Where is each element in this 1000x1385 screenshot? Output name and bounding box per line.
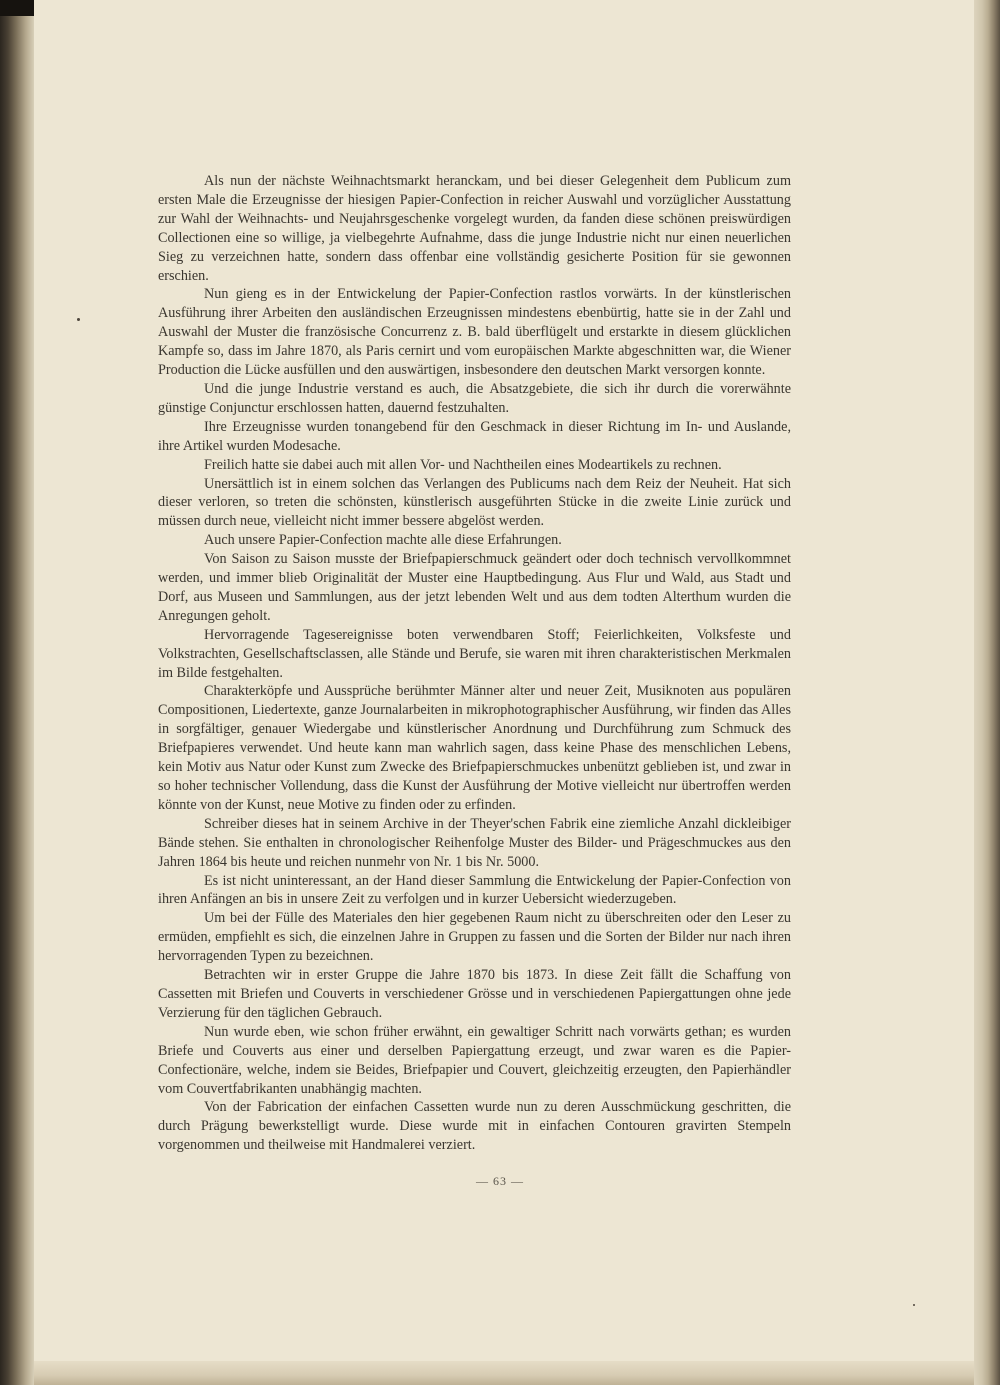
paragraph: Es ist nicht uninteressant, an der Hand dieser Sammlung die Entwickelung der Papier-Confection von ihren Anfängen an bis in unsere Zeit zu verfolgen und in kurzer Uebersicht wiederzugeben. [158,872,791,908]
paragraph: Freilich hatte sie dabei auch mit allen Vor- und Nachtheilen eines Modeartikels zu rechnen. [204,456,722,473]
paragraph: Ihre Erzeugnisse wurden tonangebend für den Geschmack in dieser Richtung im In- und Auslande, ihre Artikel wurden Modesache. [158,418,791,454]
binding-mark [0,0,34,16]
ink-speck [913,1304,915,1306]
paragraph: Unersättlich ist in einem solchen das Verlangen des Publicums nach dem Reiz der Neuheit. Hat sich dieser verloren, so treten die schönsten, künstlerisch ausgeführten Stücke in die zweite Linie zurück und müssen durch neue, vielleicht nicht immer bessere abgelöst werden. [158,475,791,530]
paragraph: Von Saison zu Saison musste der Briefpapierschmuck geändert oder doch technisch vervollkommnet werden, und immer blieb Originalität der Muster eine Hauptbedingung. Aus Flur und Wald, aus Stadt und Dorf, aus Museen und Sammlungen, aus der jetzt lebenden Welt und aus dem todten Alterthum wurden die Anregungen geholt. [158,551,791,624]
paragraph: Nun wurde eben, wie schon früher erwähnt, ein gewaltiger Schritt nach vorwärts gethan; es wurden Briefe und Couverts aus einer und derselben Papiergattung erzeugt, und zwar waren es die Papier-Confectionäre, welche, indem sie Beides, Briefpapier und Couvert, gleichzeitig erzeugten, den Papierhändler vom Couvertfabrikanten unabhängig machten. [158,1023,791,1097]
paragraph: Auch unsere Papier-Confection machte alle diese Erfahrungen. [204,532,562,549]
paragraph: Von der Fabrication der einfachen Cassetten wurde nun zu deren Ausschmückung geschritten, die durch Prägung bewerkstelligt wurde. Diese wurde mit in einfachen Contouren gravirten Stempeln vorgenommen und theilweise mit Handmalerei verziert. [158,1099,791,1154]
paragraph: Nun gieng es in der Entwickelung der Papier-Confection rastlos vorwärts. In der künstlerischen Ausführung ihrer Arbeiten den ausländischen Erzeugnissen mindestens ebenbürtig, hatte sie in der Zahl und Auswahl der Muster die französische Concurrenz z. B. bald überflügelt und erstarkte in diesem glücklichen Kampfe so, dass im Jahre 1870, als Paris cernirt und vom europäischen Markte abgeschnitten war, die Wiener Production die Lücke ausfüllen und den auswärtigen, insbesondere den deutschen Markt versorgen konnte. [158,286,791,379]
bottom-page-edge [34,1361,974,1385]
body-text [158,172,791,1155]
paragraph: Um bei der Fülle des Materiales den hier gegebenen Raum nicht zu überschreiten oder den Leser zu ermüden, empfiehlt es sich, die einzelnen Jahre in Gruppen zu fassen und die Sorten der Bilder nur nach ihren hervorragenden Typen zu bezeichnen. [158,910,791,965]
paragraph: Schreiber dieses hat in seinem Archive in der Theyer'schen Fabrik eine ziemliche Anzahl dickleibiger Bände stehen. Sie enthalten in chronologischer Reihenfolge Muster des Bilder- und Prägeschmuckes aus den Jahren 1864 bis heute und reichen nunmehr von Nr. 1 bis Nr. 5000. [158,815,791,870]
ink-speck [77,318,80,321]
paragraph: Als nun der nächste Weihnachtsmarkt heranckam, und bei dieser Gelegenheit dem Publicum zum ersten Male die Erzeugnisse der hiesigen Papier-Confection in reicher Auswahl und vorzüglicher Ausstattung zur Wahl der Weihnachts- und Neujahrsgeschenke vorgelegt wurden, da fanden diese schönen preiswürdigen Collectionen eine so willige, ja vielbegehrte Aufnahme, dass die junge Industrie nicht nur einen neuerlichen Sieg zu verzeichnen hatte, sondern dass offenbar eine vollständig gesicherte Position für sie gewonnen erschien. [158,173,791,284]
paragraph: Und die junge Industrie verstand es auch, die Absatzgebiete, die sich ihr durch die vorerwähnte günstige Conjunctur erschlossen hatten, dauernd festzuhalten. [158,380,791,416]
paragraph: Charakterköpfe und Aussprüche berühmter Männer alter und neuer Zeit, Musiknoten aus populären Compositionen, Liedertexte, ganze Journalarbeiten in mikrophotographischer Ausführung, wir finden das Alles in sorgfältiger, genauer Wiedergabe und künstlerischer Anordnung und Durchführung zum Schmuck des Briefpapieres verwendet. Und heute kann man wahrlich sagen, dass keine Phase des menschlichen Lebens, kein Motiv aus Natur oder Kunst zum Zwecke des Briefpapierschmuckes unbenützt geblieben ist, und zwar in so hoher technischer Vollendung, dass die Kunst der Ausführung der Motive vielleicht nur übertroffen werden könnte von der Kunst, neue Motive zu finden oder zu erfinden. [158,683,791,813]
paragraph: Hervorragende Tagesereignisse boten verwendbaren Stoff; Feierlichkeiten, Volksfeste und Volkstrachten, Gesellschaftsclassen, alle Stände und Berufe, sie waren mit ihren charakteristischen Merkmalen im Bilde festgehalten. [158,626,791,681]
page-number: — 63 — [476,1174,524,1188]
paragraph: Betrachten wir in erster Gruppe die Jahre 1870 bis 1873. In diese Zeit fällt die Schaffung von Cassetten mit Briefen und Couverts in verschiedener Grösse und in verschiedenen Papiergattungen ohne jede Verzierung für den täglichen Gebrauch. [158,967,791,1021]
